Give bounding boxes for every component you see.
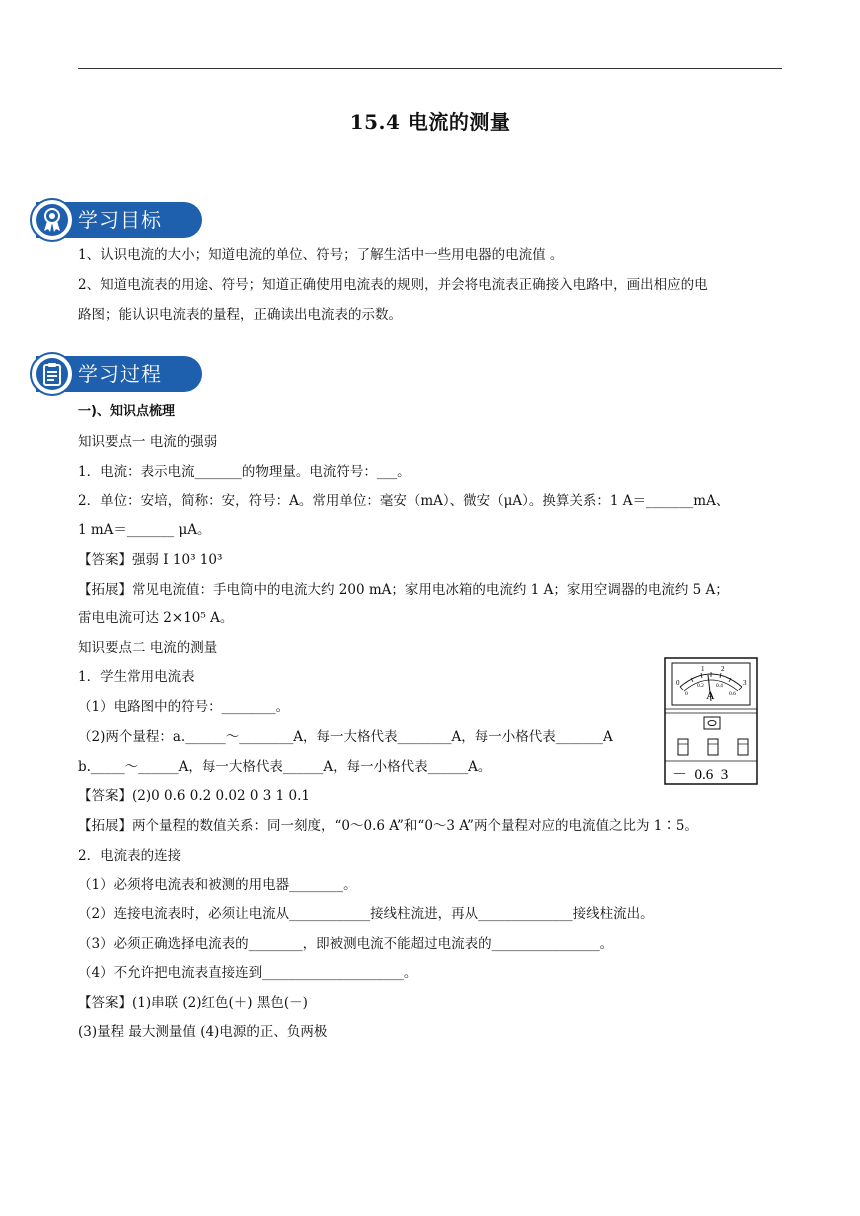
answer-line-1: 【答案】强弱 I 10³ 10³ <box>78 552 223 568</box>
award-ribbon-icon <box>30 198 74 242</box>
process-line-3: 2．单位：安培，简称：安，符号：A。常用单位：毫安（mA）、微安（μA）。换算关系：1 A＝_______mA、 <box>78 493 730 509</box>
page-title: 15.4 电流的测量 <box>349 110 511 134</box>
process-line-8: 知识要点二 电流的测量 <box>78 640 218 656</box>
scale-bottom-1: 0.2 <box>697 683 704 689</box>
scale-top-1: 1 <box>701 665 705 673</box>
scale-bottom-0: 0 <box>685 691 688 697</box>
process-line-19: （4）不允许把电流表直接连到_____________________。 <box>78 965 418 981</box>
objective-item-2: 2、知道电流表的用途、符号；知道正确使用电流表的规则，并会将电流表正确接入电路中，画出相应的电 <box>78 277 708 293</box>
answer-line-3: 【答案】(1)串联 (2)红色(＋) 黑色(－) <box>78 995 308 1011</box>
process-line-2: 1．电流：表示电流_______的物理量。电流符号：___。 <box>78 464 411 480</box>
answer-line-2: 【答案】(2)0 0.6 0.2 0.02 0 3 1 0.1 <box>78 788 310 804</box>
answer-line-3-cont: (3)量程 最大测量值 (4)电源的正、负两极 <box>78 1024 328 1040</box>
scale-top-2: 2 <box>721 665 725 673</box>
process-line-15: 2．电流表的连接 <box>78 848 182 864</box>
process-line-18: （3）必须正确选择电流表的________，即被测电流不能超过电流表的________________。 <box>78 936 614 952</box>
dial-label: A <box>706 688 715 702</box>
header-rule <box>78 68 782 69</box>
objective-item-2-cont: 路图；能认识电流表的量程，正确读出电流表的示数。 <box>78 307 402 323</box>
scale-top-3: 3 <box>743 679 747 687</box>
process-line-4: 1 mA＝_______ μA。 <box>78 522 211 538</box>
terminal-labels: － 0.6 3 <box>672 767 729 783</box>
process-line-12: b._____～______A，每一大格代表______A，每一小格代表______A。 <box>78 759 492 775</box>
extension-line-1-cont: 雷电电流可达 2×10⁵ A。 <box>78 610 234 626</box>
scale-top-0: 0 <box>676 679 680 687</box>
scale-bottom-3: 0.6 <box>729 691 736 697</box>
process-banner <box>30 352 204 396</box>
objective-item-1: 1、认识电流的大小；知道电流的单位、符号；了解生活中一些用电器的电流值 。 <box>78 247 564 263</box>
process-subheading: 一)、知识点梳理 <box>78 404 175 419</box>
objectives-header: 学习目标 <box>78 208 162 232</box>
process-header: 学习过程 <box>78 362 162 386</box>
extension-line-1: 【拓展】常见电流值：手电筒中的电流大约 200 mA；家用电冰箱的电流约 1 A；家用空调器的电流约 5 A； <box>78 582 729 598</box>
extension-line-2: 【拓展】两个量程的数值关系：同一刻度，“0～0.6 A”和“0～3 A”两个量程对应的电流值之比为 1∶5。 <box>78 818 698 834</box>
process-line-16: （1）必须将电流表和被测的用电器________。 <box>78 877 357 893</box>
process-line-11: （2)两个量程：a.______～________A，每一大格代表________A，每一小格代表_______A <box>78 729 613 745</box>
clipboard-icon <box>30 352 74 396</box>
process-line-9: 1．学生常用电流表 <box>78 669 195 685</box>
ammeter-illustration <box>664 657 758 785</box>
objectives-banner <box>30 198 204 242</box>
process-line-10: （1）电路图中的符号：________。 <box>78 699 290 715</box>
scale-bottom-2: 0.4 <box>716 683 723 689</box>
process-line-17: （2）连接电流表时，必须让电流从____________接线柱流进，再从______________接线柱流出。 <box>78 906 654 922</box>
process-line-1: 知识要点一 电流的强弱 <box>78 434 218 450</box>
